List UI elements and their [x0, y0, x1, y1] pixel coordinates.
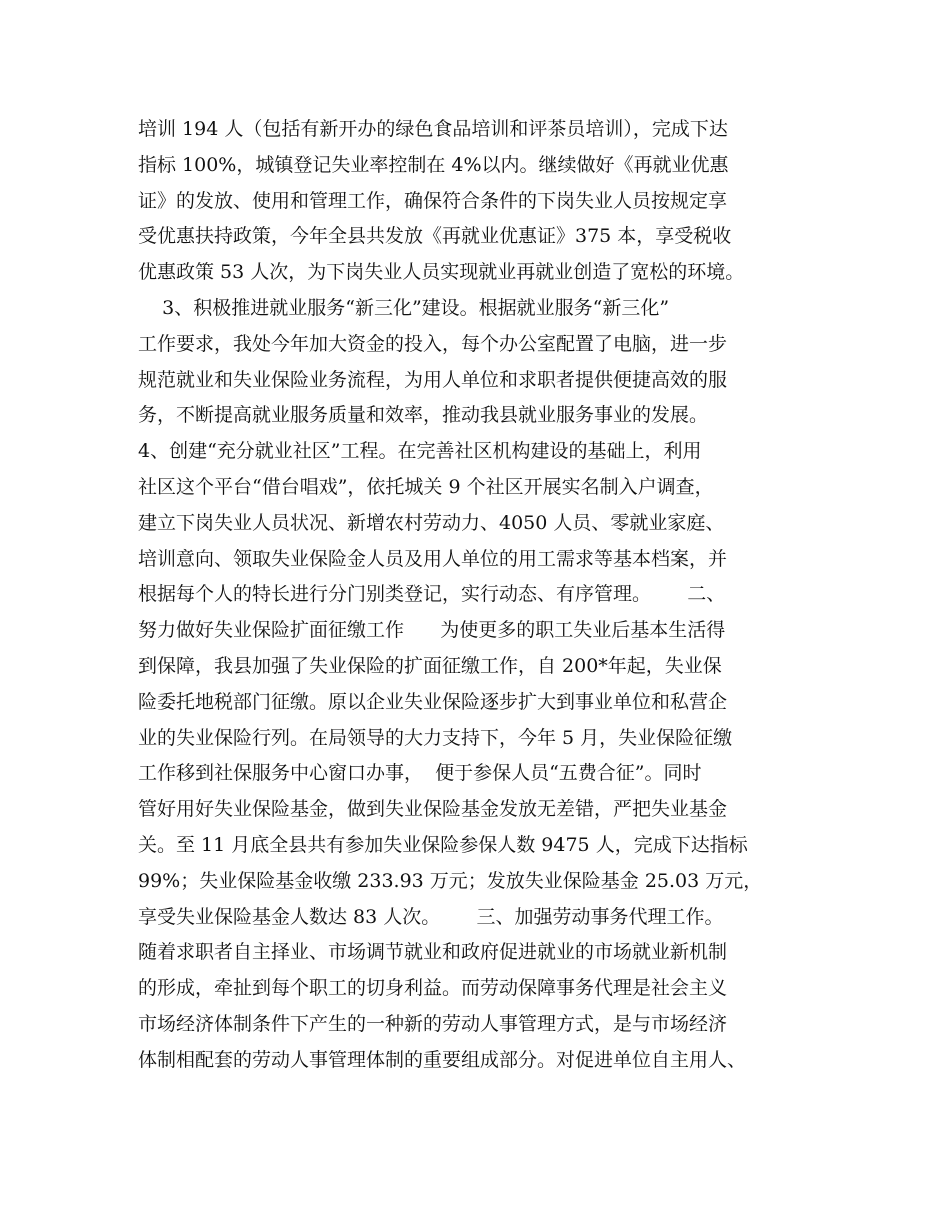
text-line: 受优惠扶持政策，今年全县共发放《再就业优惠证》375 本，享受税收	[138, 225, 732, 248]
text-line: 社区这个平台“借台唱戏”，依托城关 9 个社区开展实名制入户调查，	[138, 475, 714, 498]
text-line: 工作移到社保服务中心窗口办事， 便于参保人员“五费合征”。同时	[138, 762, 702, 785]
text-line: 享受失业保险基金人数达 83 人次。 三、加强劳动事务代理工作。	[138, 905, 724, 928]
text-line: 业的失业保险行列。在局领导的大力支持下，今年 5 月，失业保险征缴	[138, 726, 733, 749]
text-line: 建立下岗失业人员状况、新增农村劳动力、4050 人员、零就业家庭、	[138, 511, 725, 534]
text-line: 努力做好失业保险扩面征缴工作 为使更多的职工失业后基本生活得	[138, 619, 726, 642]
text-line: 4、创建“充分就业社区”工程。在完善社区机构建设的基础上，利用	[138, 440, 702, 463]
text-line: 优惠政策 53 人次，为下岗失业人员实现就业再就业创造了宽松的环境。	[138, 261, 745, 284]
text-line: 99%；失业保险基金收缴 233.93 万元；发放失业保险基金 25.03 万元，	[138, 869, 763, 892]
text-line: 工作要求，我处今年加大资金的投入，每个办公室配置了电脑，进一步	[138, 332, 728, 355]
text-line: 证》的发放、使用和管理工作，确保符合条件的下岗失业人员按规定享	[138, 189, 728, 212]
text-line: 体制相配套的劳动人事管理体制的重要组成部分。对促进单位自主用人、	[138, 1048, 747, 1071]
text-line: 管好用好失业保险基金，做到失业保险基金发放无差错，严把失业基金	[138, 798, 728, 821]
text-line: 市场经济体制条件下产生的一种新的劳动人事管理方式，是与市场经济	[138, 1012, 728, 1035]
text-line: 关。至 11 月底全县共有参加失业保险参保人数 9475 人，完成下达指标	[138, 833, 748, 856]
text-line: 规范就业和失业保险业务流程，为用人单位和求职者提供便捷高效的服	[138, 368, 728, 391]
text-line: 险委托地税部门征缴。原以企业失业保险逐步扩大到事业单位和私营企	[138, 690, 728, 713]
text-line: 的形成，牵扯到每个职工的切身利益。而劳动保障事务代理是社会主义	[138, 977, 728, 1000]
text-line: 3、积极推进就业服务“新三化”建设。根据就业服务“新三化”	[138, 296, 670, 319]
text-line: 根据每个人的特长进行分门别类登记，实行动态、有序管理。 二、	[138, 583, 726, 606]
text-line: 随着求职者自主择业、市场调节就业和政府促进就业的市场就业新机制	[138, 941, 728, 964]
text-line: 到保障，我县加强了失业保险的扩面征缴工作，自 200*年起，失业保	[138, 654, 722, 677]
text-line: 培训 194 人（包括有新开办的绿色食品培训和评茶员培训），完成下达	[138, 118, 728, 140]
body-text	[138, 112, 838, 1079]
text-line: 培训意向、领取失业保险金人员及用人单位的用工需求等基本档案，并	[138, 547, 728, 570]
text-line: 指标 100%，城镇登记失业率控制在 4%以内。继续做好《再就业优惠	[138, 153, 729, 176]
text-line: 务，不断提高就业服务质量和效率，推动我县就业服务事业的发展。	[138, 404, 709, 427]
